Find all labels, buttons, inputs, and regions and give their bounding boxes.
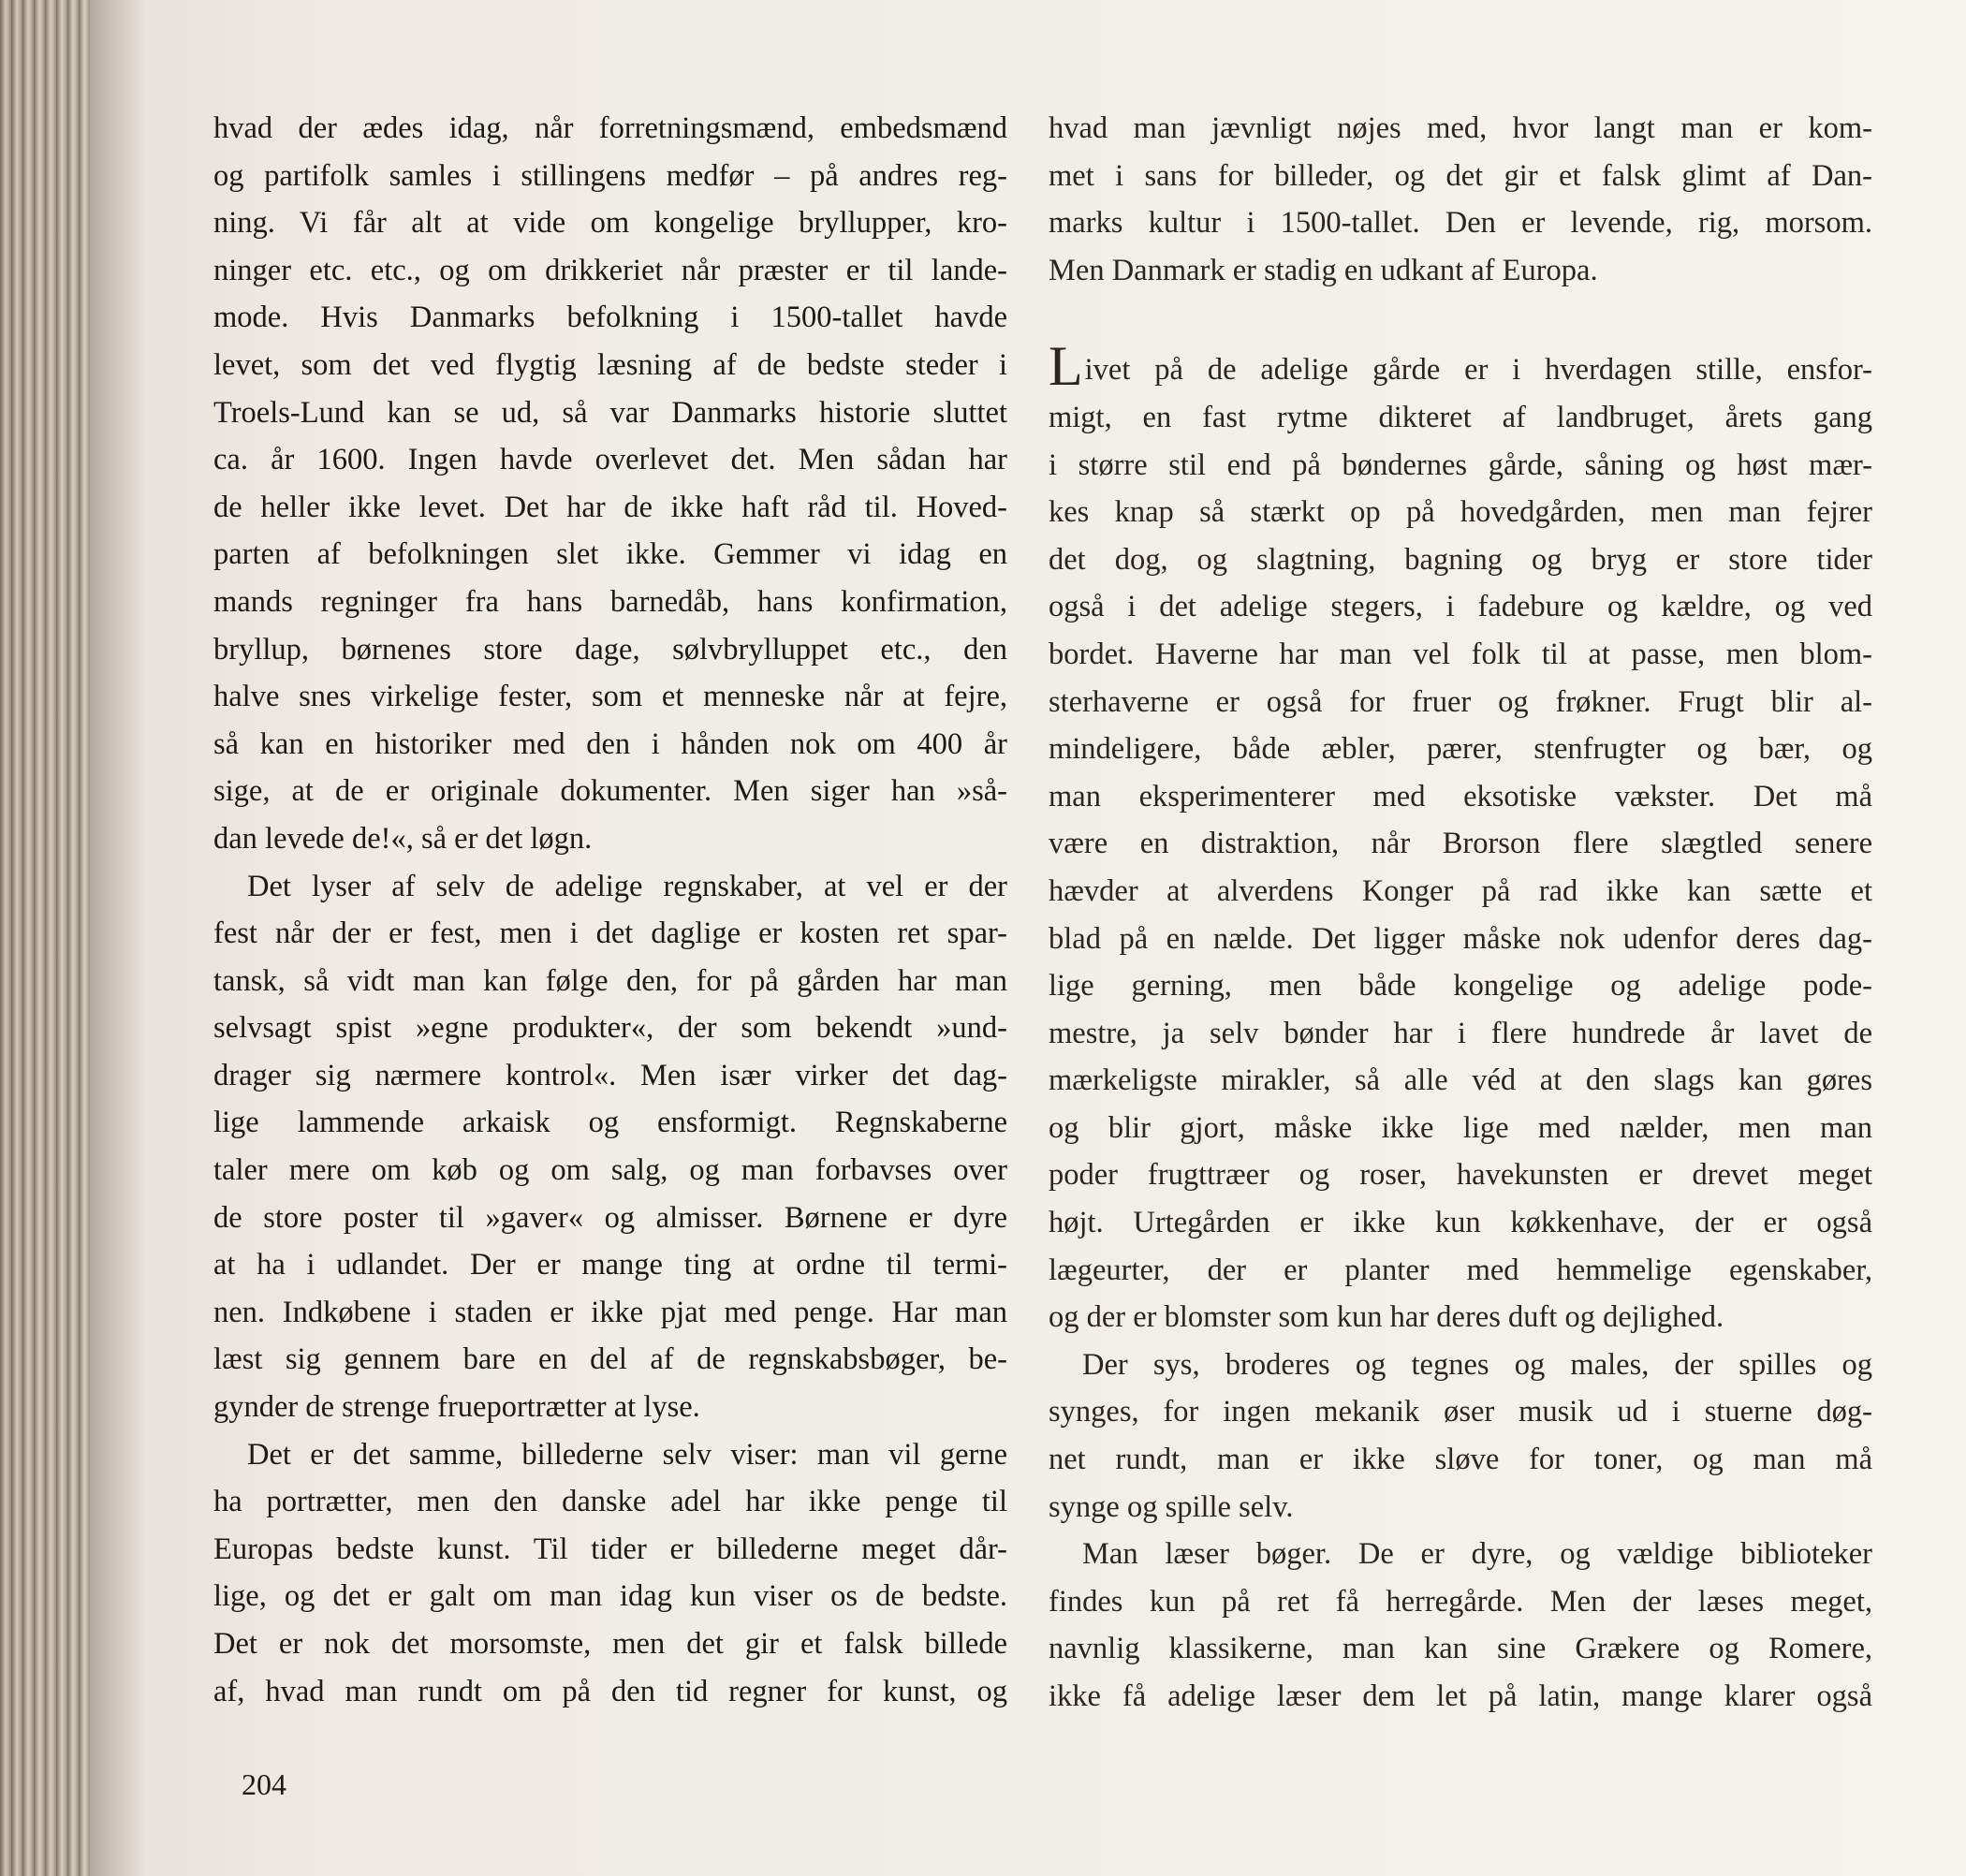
text-line: og der er blomster som kun har deres duft og dejlighed. [1049,1300,1724,1335]
text-line: lægeurter, der er planter med hemmelige egenskaber, [1049,1253,1872,1287]
text-line: net rundt, man er ikke sløve for toner, og man må [1049,1443,1872,1477]
text-line: levet, som det ved flygtig læsning af de bedste steder i [213,347,1007,382]
text-line: så kan en historiker med den i hånden nok om 400 år [213,726,1007,761]
text-line: mode. Hvis Danmarks befolkning i 1500-tallet havde [213,300,1007,335]
text-line: også i det adelige stegers, i fadebure og kældre, og ved [1049,590,1872,624]
text-line: lige lammende arkaisk og ensformigt. Regnskaberne [213,1106,1007,1140]
text-line: marks kultur i 1500-tallet. Den er levende, rig, morsom. [1049,206,1872,241]
text-line: synge og spille selv. [1049,1489,1294,1524]
text-line: poder frugttræer og roser, havekunsten er drevet meget [1049,1158,1872,1193]
text-line: højt. Urtegården er ikke kun køkkenhave, der er også [1049,1206,1872,1240]
text-line: de heller ikke levet. Det har de ikke haft råd til. Hoved- [213,490,1007,524]
text-line: tansk, så vidt man kan følge den, for på gården har man [213,963,1007,998]
text-line: mestre, ja selv bønder har i flere hundrede år lavet de [1049,1016,1872,1050]
text-line: taler mere om køb og om salg, og man forbavses over [213,1153,1007,1188]
text-line: bordet. Haverne har man vel folk til at passe, men blom- [1049,637,1872,671]
text-line: halve snes virkelige fester, som et menneske når at fejre, [213,680,1007,714]
text-line: mindeligere, både æbler, pærer, stenfrugter og bær, og [1049,732,1872,767]
paragraph-first-line: Man læser bøger. De er dyre, og vældige biblioteker [1082,1537,1872,1572]
text-line: mands regninger fra hans barnedåb, hans konfirmation, [213,584,1007,619]
text-line: ha portrætter, men den danske adel har ikke penge til [213,1485,1007,1519]
text-line: kes knap så stærkt op på hovedgården, men man fejrer [1049,495,1872,530]
text-line: migt, en fast rytme dikteret af landbruget, årets gang [1049,400,1872,434]
text-line: ikke få adelige læser dem let på latin, mange klarer også [1049,1679,1872,1713]
text-line: lige, og det er galt om man idag kun viser os de bedste. [213,1579,1007,1614]
text-line: de store poster til »gaver« og almisser. Børnene er dyre [213,1200,1007,1235]
text-line: selvsagt spist »egne produkter«, der som bekendt »und- [213,1011,1007,1046]
text-line: Troels-Lund kan se ud, så var Danmarks historie sluttet [213,395,1007,430]
text-line: sterhaverne er også for fruer og frøkner. Frugt blir al- [1049,684,1872,719]
text-line: man eksperimenterer med eksotiske vækster. Det må [1049,779,1872,813]
text-line: af, hvad man rundt om på den tid regner for kunst, og [213,1674,1007,1708]
page-number: 204 [242,1767,286,1801]
text-line: og blir gjort, måske ikke lige med nælder, men man [1049,1110,1872,1145]
text-line: i større stil end på bøndernes gårde, såning og høst mær- [1049,447,1872,482]
text-line: gynder de strenge frueportrætter at lyse. [213,1390,700,1425]
gutter-shadow [90,0,146,1876]
right-text-column [1049,105,1872,1721]
text-line: mærkeligste mirakler, så alle véd at den slags kan gøres [1049,1063,1872,1098]
text-line: nen. Indkøbene i staden er ikke pjat med penge. Har man [213,1295,1007,1329]
text-line: fest når der er fest, men i det daglige er kosten ret spar- [213,916,1007,951]
paragraph-first-line: Der sys, broderes og tegnes og males, der spilles og [1082,1347,1872,1382]
text-line: bryllup, børnenes store dage, sølvbrylluppet etc., den [213,632,1007,667]
text-line: Det er nok det morsomste, men det gir et falsk billede [213,1627,1007,1661]
section-first-line [1049,335,1872,398]
text-line: sige, at de er originale dokumenter. Men siger han »så- [213,774,1007,809]
text-line: ninger etc. etc., og om drikkeriet når præster er til lande- [213,253,1007,287]
text-line: synges, for ingen mekanik øser musik ud i stuerne døg- [1049,1395,1872,1429]
text-line: findes kun på ret få herregårde. Men der læses meget, [1049,1584,1872,1619]
text-line: navnlig klassikerne, man kan sine Grækere og Romere, [1049,1632,1872,1666]
drop-cap-letter: L [1049,335,1083,398]
text-line: læst sig gennem bare en del af de regnskabsbøger, be- [213,1342,1007,1377]
text-line: lige gerning, men både kongelige og adelige pode- [1049,969,1872,1004]
text-line: ca. år 1600. Ingen havde overlevet det. Men sådan har [213,443,1007,477]
text-line: parten af befolkningen slet ikke. Gemmer vi idag en [213,537,1007,572]
text-line: blad på en nælde. Det ligger måske nok udenfor deres dag- [1049,921,1872,956]
section-first-line-text: ivet på de adelige gårde er i hverdagen stille, ensfor- [1084,353,1872,388]
text-line: det dog, og slagtning, bagning og bryg er store tider [1049,542,1872,577]
left-text-column [213,105,1007,1715]
paragraph-first-line: Det lyser af selv de adelige regnskaber, at vel er der [247,869,1007,903]
text-line: og partifolk samles i stillingens medfør – på andres reg- [213,158,1007,193]
section-break [1049,294,1872,346]
book-binding-edge [0,0,90,1876]
text-line: Men Danmark er stadig en udkant af Europa. [1049,253,1598,287]
text-line: hvad der ædes idag, når forretningsmænd, embedsmænd [213,111,1007,145]
text-line: dan levede de!«, så er det løgn. [213,821,593,856]
text-line: Europas bedste kunst. Til tider er billederne meget dår- [213,1532,1007,1566]
text-line: være en distraktion, når Brorson flere slægtled senere [1049,827,1872,861]
text-line: drager sig nærmere kontrol«. Men især virker det dag- [213,1058,1007,1092]
text-line: ning. Vi får alt at vide om kongelige bryllupper, kro- [213,206,1007,241]
paragraph-first-line: Det er det samme, billederne selv viser: man vil gerne [247,1437,1007,1472]
text-line: at ha i udlandet. Der er mange ting at ordne til termi- [213,1248,1007,1282]
text-line: met i sans for billeder, og det gir et falsk glimt af Dan- [1049,158,1872,193]
text-line: hævder at alverdens Konger på rad ikke kan sætte et [1049,873,1872,908]
text-line: hvad man jævnligt nøjes med, hvor langt man er kom- [1049,111,1872,145]
